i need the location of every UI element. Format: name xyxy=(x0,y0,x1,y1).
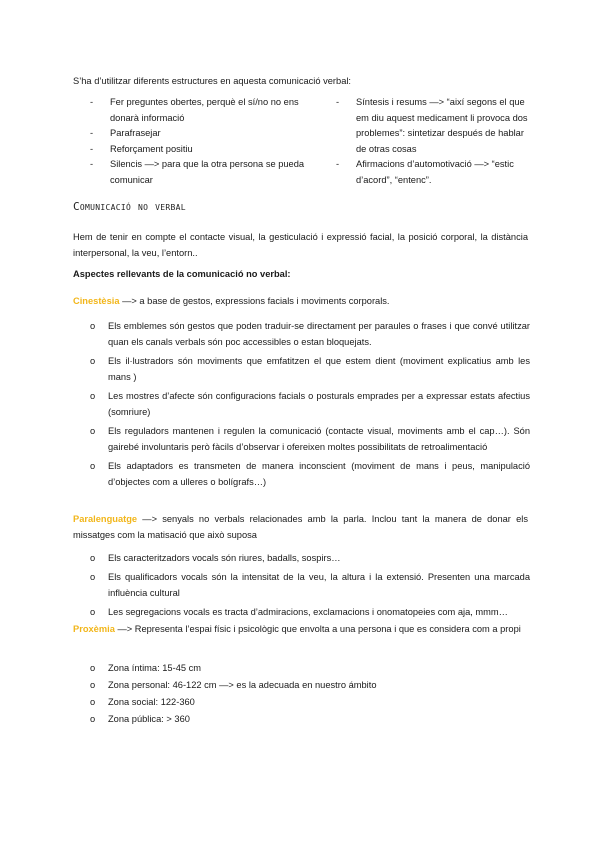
proxemia-list xyxy=(90,660,530,728)
dash-marker: - xyxy=(336,159,340,170)
paralenguatge-definition: Paralenguatge —> senyals no verbals relacionades amb la parla. Inclou tant la manera de donar els missatges com la matisació que això suposa xyxy=(73,514,528,540)
term-proxemia: Proxèmia xyxy=(73,624,115,634)
list-item: - Parafrasejar xyxy=(90,126,310,142)
list-item: o Els qualificadors vocals són la intensitat de la veu, la altura i la extensió. Presenten una marcada influència cultural xyxy=(90,569,530,601)
cinestesia-definition: Cinestèsia —> a base de gestos, expressions facials i moviments corporals. xyxy=(73,296,390,306)
list-item: o Zona pública: > 360 xyxy=(90,711,530,727)
dash-marker: - xyxy=(90,128,94,139)
list-item: o Els reguladors mantenen i regulen la comunicació (contacte visual, moviments amb el cap…). Són gairebé involuntaris però fàcils d’observar i ofereixen moltes possibilitats de retroalimentació xyxy=(90,423,530,455)
dash-marker: - xyxy=(90,97,94,107)
list-item: o Els caracteritzadors vocals són riures, badalls, sospirs… xyxy=(90,550,530,566)
term-cinestesia: Cinestèsia xyxy=(73,296,120,306)
list-item: o Les segregacions vocals es tracta d’admiracions, exclamacions i onomatopeies com aja, mmm… xyxy=(90,604,530,620)
cinestesia-list xyxy=(90,318,530,493)
list-item: - Silencis —> para que la otra persona se pueda comunicar xyxy=(90,159,305,185)
paralenguatge-list xyxy=(90,550,530,623)
circle-marker: o xyxy=(90,714,96,724)
term-paralenguatge: Paralenguatge xyxy=(73,514,138,524)
list-item: o Les mostres d’afecte són configuracions facials o posturals emprades per a expressar estats afectius (somriure) xyxy=(90,388,530,420)
circle-marker: o xyxy=(90,391,96,401)
list-item: o Zona personal: 46-122 cm —> es la adecuada en nuestro ámbito xyxy=(90,677,530,693)
dash-marker: - xyxy=(90,143,94,154)
circle-marker: o xyxy=(90,553,96,563)
intro-text: S’ha d’utilitzar diferents estructures en aquesta comunicació verbal: xyxy=(73,76,352,86)
list-item: - Síntesis i resums —> “així segons el que em diu aquest medicament li provoca dos problemes”: sintetizar después de hablar de otras cosas xyxy=(336,97,528,154)
proxemia-definition: Proxèmia —> Representa l’espai físic i psicològic que envolta a una persona i que es considera com a propi xyxy=(73,624,521,634)
list-item: o Zona social: 122-360 xyxy=(90,694,530,710)
circle-marker: o xyxy=(90,461,96,471)
list-item: - Afirmacions d’automotivació —> “estic d’acord”, “entenc”. xyxy=(336,159,514,185)
circle-marker: o xyxy=(90,680,96,690)
bullet-list-right xyxy=(336,95,532,189)
dash-marker: - xyxy=(336,97,340,107)
circle-marker: o xyxy=(90,572,96,582)
circle-marker: o xyxy=(90,426,96,436)
circle-marker: o xyxy=(90,607,96,617)
subheading: Aspectes rellevants de la comunicació no verbal: xyxy=(73,269,291,279)
section-heading: Comunicació no verbal xyxy=(73,200,186,213)
bullet-list-left xyxy=(90,95,310,189)
list-item: o Els il·lustradors són moviments que emfatitzen el que estem dient (moviment explicatius amb les mans ) xyxy=(90,353,530,385)
circle-marker: o xyxy=(90,697,96,707)
circle-marker: o xyxy=(90,321,96,331)
paragraph: Hem de tenir en compte el contacte visual, la gesticulació i expressió facial, la posició corporal, la distància interpersonal, la veu, l’entorn.. xyxy=(73,232,528,258)
list-item: - Reforçament positiu xyxy=(90,142,310,158)
list-item: o Zona íntima: 15-45 cm xyxy=(90,660,530,676)
list-item: o Els emblemes són gestos que poden traduir-se directament per paraules o frases i que convé utilitzar quan els canals verbals són poc accessibles o estan bloquejats. xyxy=(90,318,530,350)
list-item: o Els adaptadors es transmeten de manera inconscient (moviment de mans i peus, manipulació d’objectes com a ulleres o bolígrafs…) xyxy=(90,458,530,490)
circle-marker: o xyxy=(90,356,96,366)
dash-marker: - xyxy=(90,159,94,170)
circle-marker: o xyxy=(90,663,96,673)
list-item: - Fer preguntes obertes, perquè el sí/no no ens donarà informació xyxy=(90,97,299,123)
